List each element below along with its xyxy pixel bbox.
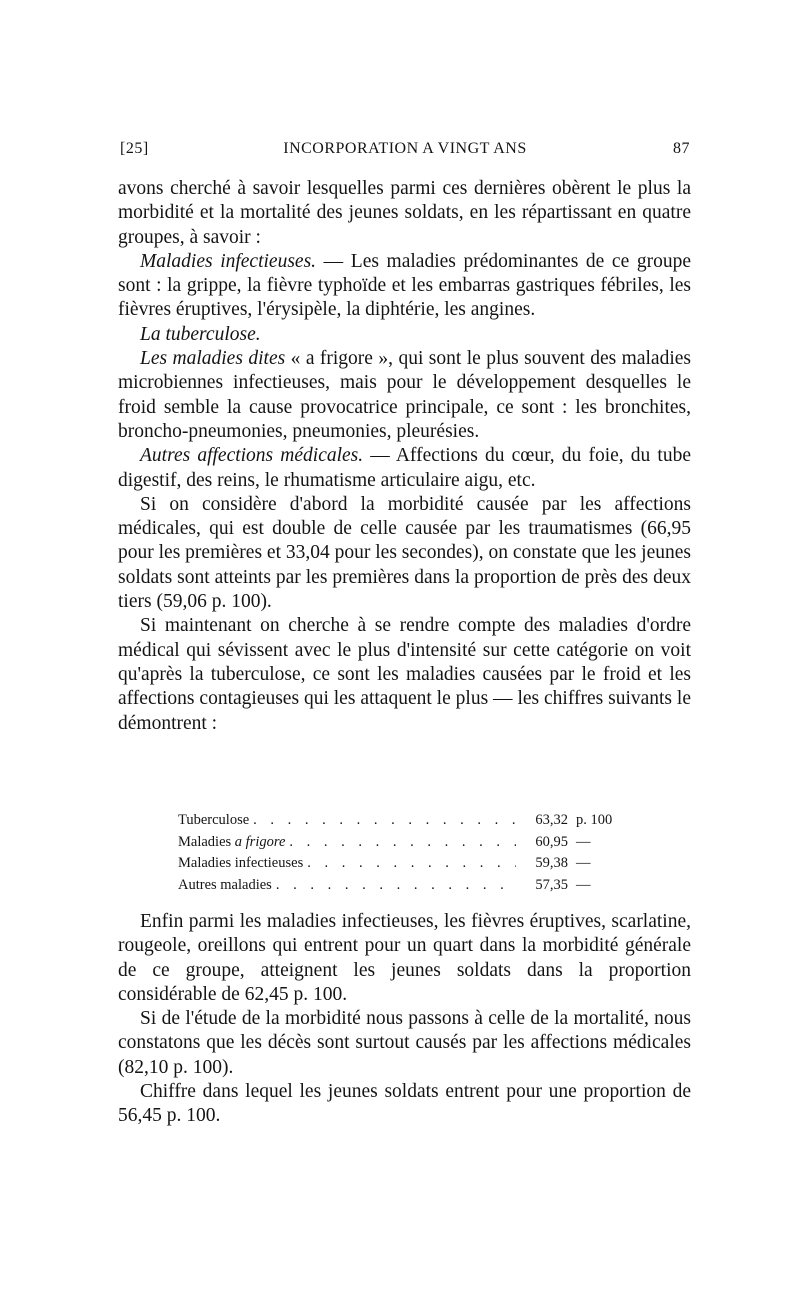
stat-label: Maladies infectieuses [178,855,304,871]
running-title: INCORPORATION A VINGT ANS [283,140,527,157]
stat-row [178,810,628,832]
stat-value: 59,38 [535,855,568,871]
stat-unit: — [576,855,591,871]
stat-row [178,853,628,875]
page-header [120,140,690,164]
stat-unit: — [576,876,591,893]
stat-label: Tuberculose [178,812,250,828]
dot-leader [272,875,516,897]
paragraph [118,323,691,347]
paragraph: Chiffre dans lequel les jeunes soldats entrent pour une proportion de 56,45 p. 100. [118,1081,691,1127]
stat-label: Maladies a frigore [178,833,286,850]
paragraph: Maladies infectieuses. — Les maladies prédominantes de ce groupe sont : la grippe, la fièvre typhoïde et les embarras gastriques fébriles, les fièvres éruptives, l'érysipèle, la diphtérie, les angines. [118,250,691,321]
page-number: 87 [673,140,690,157]
paragraph: avons cherché à savoir lesquelles parmi ces dernières obèrent le plus la morbidité et la mortalité des jeunes soldats, en les répartissant en quatre groupes, à savoir : [118,178,691,248]
dot-leader [249,810,516,832]
stat-value: 60,95 [535,833,568,850]
stat-row [178,875,628,897]
body-text-top [118,177,691,736]
section-number: [25] [120,140,149,157]
stat-value: 57,35 [535,876,568,893]
paragraph: Si de l'étude de la morbidité nous passons à celle de la mortalité, nous constatons que les décès sont surtout causés par les affections médicales (82,10 p. 100). [118,1008,691,1078]
stat-row [178,832,628,854]
group-heading: Autres affections médicales. [140,445,364,467]
stat-value: 63,32 [535,812,568,828]
paragraph: Enfin parmi les maladies infectieuses, les fièvres éruptives, scarlatine, rougeole, oreillons qui entrent pour un quart dans la morbidité générale de ce groupe, atteignent les jeunes soldats dans la proportion considérable de 62,45 p. 100. [118,911,691,1005]
group-heading: Les maladies dites [140,348,286,370]
dot-leader [303,853,516,875]
stat-unit: p. 100 [576,812,613,828]
paragraph: Si maintenant on cherche à se rendre compte des maladies d'ordre médical qui sévissent avec le plus d'intensité sur cette catégorie on voit qu'après la tuberculose, ce sont les maladies causées par le froid et les affections contagieuses qui les attaquent le plus — les chiffres suivants le démontrent : [118,615,691,734]
group-heading: Maladies infectieuses. [140,250,317,272]
paragraph: Les maladies dites « a frigore », qui sont le plus souvent des maladies microbiennes infectieuses, mais pour le développement desquelles le froid semble la cause provocatrice principale, ce sont : les bronchites, broncho-pneumonies, pneumonies, pleurésies. [118,348,691,442]
paragraph: Autres affections médicales. — Affections du cœur, du foie, du tube digestif, des reins, le rhumatisme articulaire aigu, etc. [118,445,691,491]
paragraph: Si on considère d'abord la morbidité causée par les affections médicales, qui est double de celle causée par les traumatismes (66,95 pour les premières et 33,04 pour les secondes), on constate que les jeunes soldats sont atteints par les premières dans la proportion de près des deux tiers (59,06 p. 100). [118,493,691,613]
group-heading: La tuberculose. [140,323,261,345]
dot-leader [285,832,516,854]
stat-label: Autres maladies [178,876,272,893]
stat-unit: — [576,833,591,850]
statistics-table [178,810,628,896]
body-text-bottom [118,910,691,1129]
